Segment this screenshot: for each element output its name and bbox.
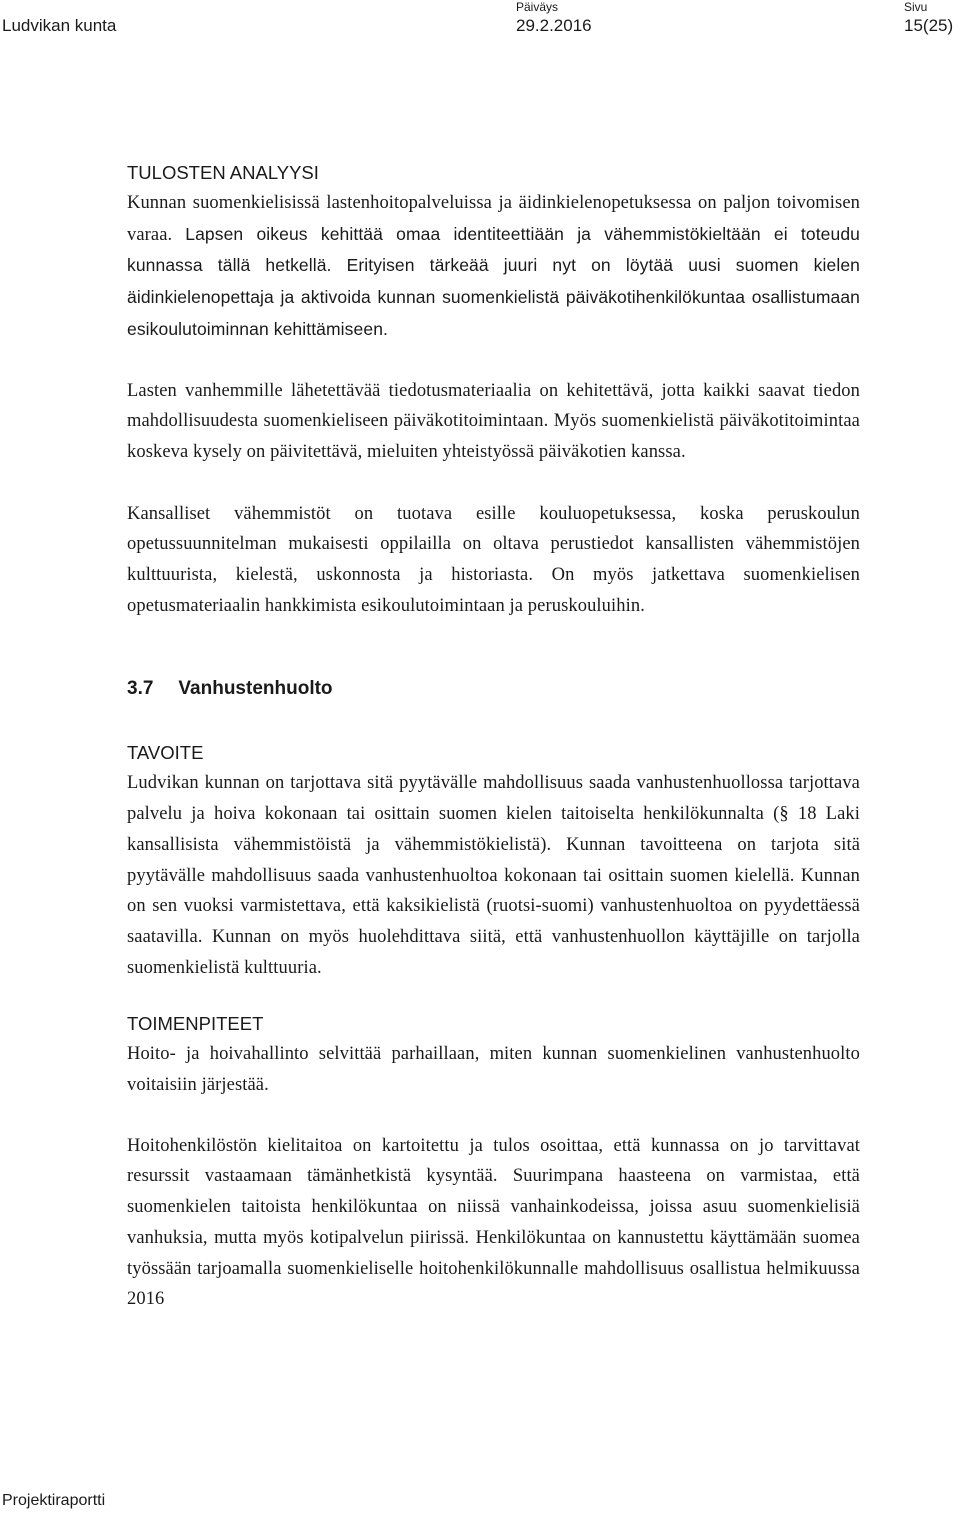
section-name: Vanhustenhuolto	[178, 678, 333, 700]
page-number: 15(25)	[904, 16, 954, 35]
actions-paragraph-2: Hoitohenkilöstön kielitaitoa on kartoitettu ja tulos osoittaa, että kunnassa on jo tarvittavat resurssit vastaamaan tämänhetkistä kysyntää. Suurimpana haasteena on varmistaa, että suomenkielen taitoista henkilökuntaa on niissä vanhainkodeissa, joissa asuu suomenkielisiä vanhuksia, mutta myös kotipalvelun piirissä. Henkilökuntaa on kannustettu käyttämään suomea työssään tarjoamalla suomenkieliselle hoitohenkilökunnalle mahdollisuus osallistua helmikuussa 2016	[127, 1135, 860, 1310]
page-caption: Sivu	[904, 0, 928, 14]
results-paragraph-1-part-1: Kunnan suomenkielisissä lastenhoitopalveluissa ja äidinkielenopetuksessa on paljon toivomisen varaa.	[127, 193, 860, 245]
results-paragraph-1	[127, 188, 860, 346]
goal-heading: TAVOITE	[127, 742, 204, 764]
goal-paragraph: Ludvikan kunnan on tarjottava sitä pyytävälle mahdollisuus saada vanhustenhuollossa tarjottava palvelu ja hoiva kokonaan tai osittain suomen kielen taitoiselta henkilökunnalta (§ 18 Laki kansallisista vähemmistöistä ja vähemmistökielistä). Kunnan tavoitteena on tarjota sitä pyytävälle mahdollisuus saada vanhustenhuoltoa kokonaan tai osittain suomen kielellä. Kunnan on sen vuoksi varmistettava, että kaksikielistä (ruotsi-suomi) vanhustenhuoltoa on pyydettäessä saatavilla. Kunnan on myös huolehdittava siitä, että vanhustenhuollon käyttäjille on tarjolla suomenkielistä kulttuuria.	[127, 773, 860, 978]
results-heading: TULOSTEN ANALYYSI	[127, 162, 319, 183]
actions-paragraph-1: Hoito- ja hoivahallinto selvittää parhaillaan, miten kunnan suomenkielinen vanhustenhuolto voitaisiin järjestää.	[127, 1044, 860, 1096]
section-number: 3.7	[127, 678, 154, 700]
page-header	[0, 0, 960, 44]
page-footer: Projektiraportti	[2, 1492, 106, 1509]
document-date: 29.2.2016	[516, 16, 592, 35]
organization-name: Ludvikan kunta	[2, 16, 117, 35]
actions-heading: TOIMENPITEET	[127, 1013, 264, 1035]
results-paragraph-1-part-2: Lapsen oikeus kehittää omaa identiteettiään ja vähemmistökieltään ei toteudu kunnassa tällä hetkellä. Erityisen tärkeää juuri nyt on löytää uusi suomen kielen äidinkielenopettaja ja aktivoida kunnan suomenkielistä päiväkotihenkilökuntaa osallistumaan esikoulutoiminnan kehittämiseen.	[127, 223, 860, 339]
results-paragraph-2: Lasten vanhemmille lähetettävää tiedotusmateriaalia on kehitettävä, jotta kaikki saavat tiedon mahdollisuudesta suomenkieliseen päiväkotitoimintaan. Myös suomenkielistä päiväkotitoimintaa koskeva kysely on päivitettävä, mieluiten yhteistyössä päiväkotien kanssa.	[127, 380, 860, 462]
date-caption: Päiväys	[516, 0, 559, 14]
results-paragraph-3: Kansalliset vähemmistöt on tuotava esille kouluopetuksessa, koska peruskoulun opetussuunnitelman mukaisesti oppilailla on oltava perustiedot kansallisten vähemmistöjen kulttuurista, kielestä, uskonnosta ja historiasta. On myös jatkettava suomenkielisen opetusmateriaalin hankkimista esikoulutoimintaan ja peruskouluihin.	[127, 503, 860, 616]
section-title	[127, 674, 860, 704]
document-body	[127, 158, 860, 1315]
